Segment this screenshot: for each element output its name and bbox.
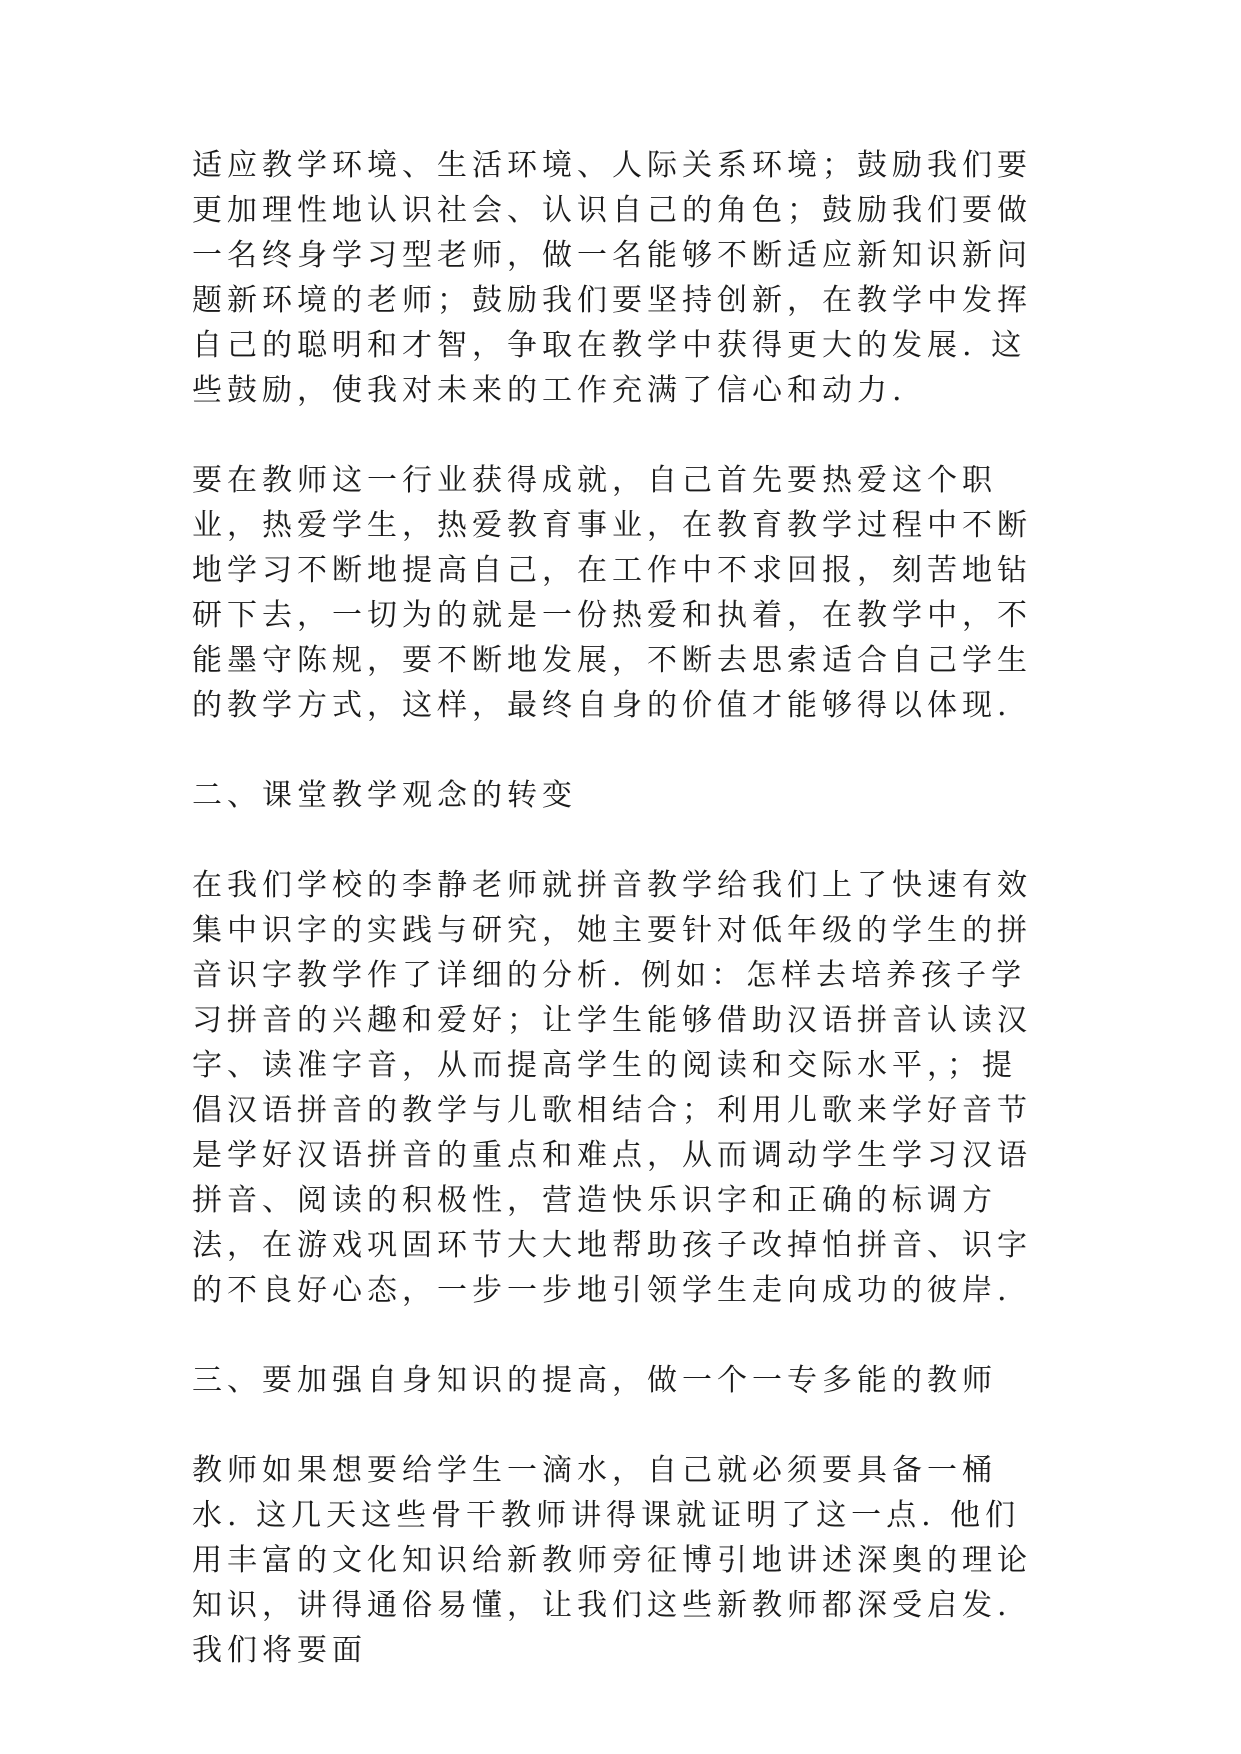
paragraph-4: 教师如果想要给学生一滴水，自己就必须要具备一桶水. 这几天这些骨干教师讲得课就证明了这一点. 他们用丰富的文化知识给新教师旁征博引地讲述深奥的理论知识，讲得通俗易懂，让我们这些新教师都深受启发. 我们将要面 — [192, 1453, 1032, 1668]
section-heading-3: 三、要加强自身知识的提高，做一个一专多能的教师 — [192, 1363, 997, 1398]
section-heading-2: 二、课堂教学观念的转变 — [192, 778, 577, 813]
document-body — [192, 143, 1032, 1718]
paragraph-1: 适应教学环境、生活环境、人际关系环境；鼓励我们要更加理性地认识社会、认识自己的角色；鼓励我们要做一名终身学习型老师，做一名能够不断适应新知识新问题新环境的老师；鼓励我们要坚持创新，在教学中发挥自己的聪明和才智，争取在教学中获得更大的发展. 这些鼓励，使我对未来的工作充满了信心和动力. — [192, 148, 1032, 408]
paragraph-2: 要在教师这一行业获得成就，自己首先要热爱这个职业，热爱学生，热爱教育事业，在教育教学过程中不断地学习不断地提高自己，在工作中不求回报，刻苦地钻研下去，一切为的就是一份热爱和执着，在教学中，不能墨守陈规，要不断地发展，不断去思索适合自己学生的教学方式，这样，最终自身的价值才能够得以体现. — [192, 463, 1032, 723]
paragraph-3: 在我们学校的李静老师就拼音教学给我们上了快速有效集中识字的实践与研究，她主要针对低年级的学生的拼音识字教学作了详细的分析. 例如：怎样去培养孩子学习拼音的兴趣和爱好；让学生能够借助汉语拼音认读汉字、读准字音，从而提高学生的阅读和交际水平，；提倡汉语拼音的教学与儿歌相结合；利用儿歌来学好音节是学好汉语拼音的重点和难点，从而调动学生学习汉语拼音、阅读的积极性，营造快乐识字和正确的标调方法，在游戏巩固环节大大地帮助孩子改掉怕拼音、识字的不良好心态，一步一步地引领学生走向成功的彼岸. — [192, 868, 1032, 1308]
